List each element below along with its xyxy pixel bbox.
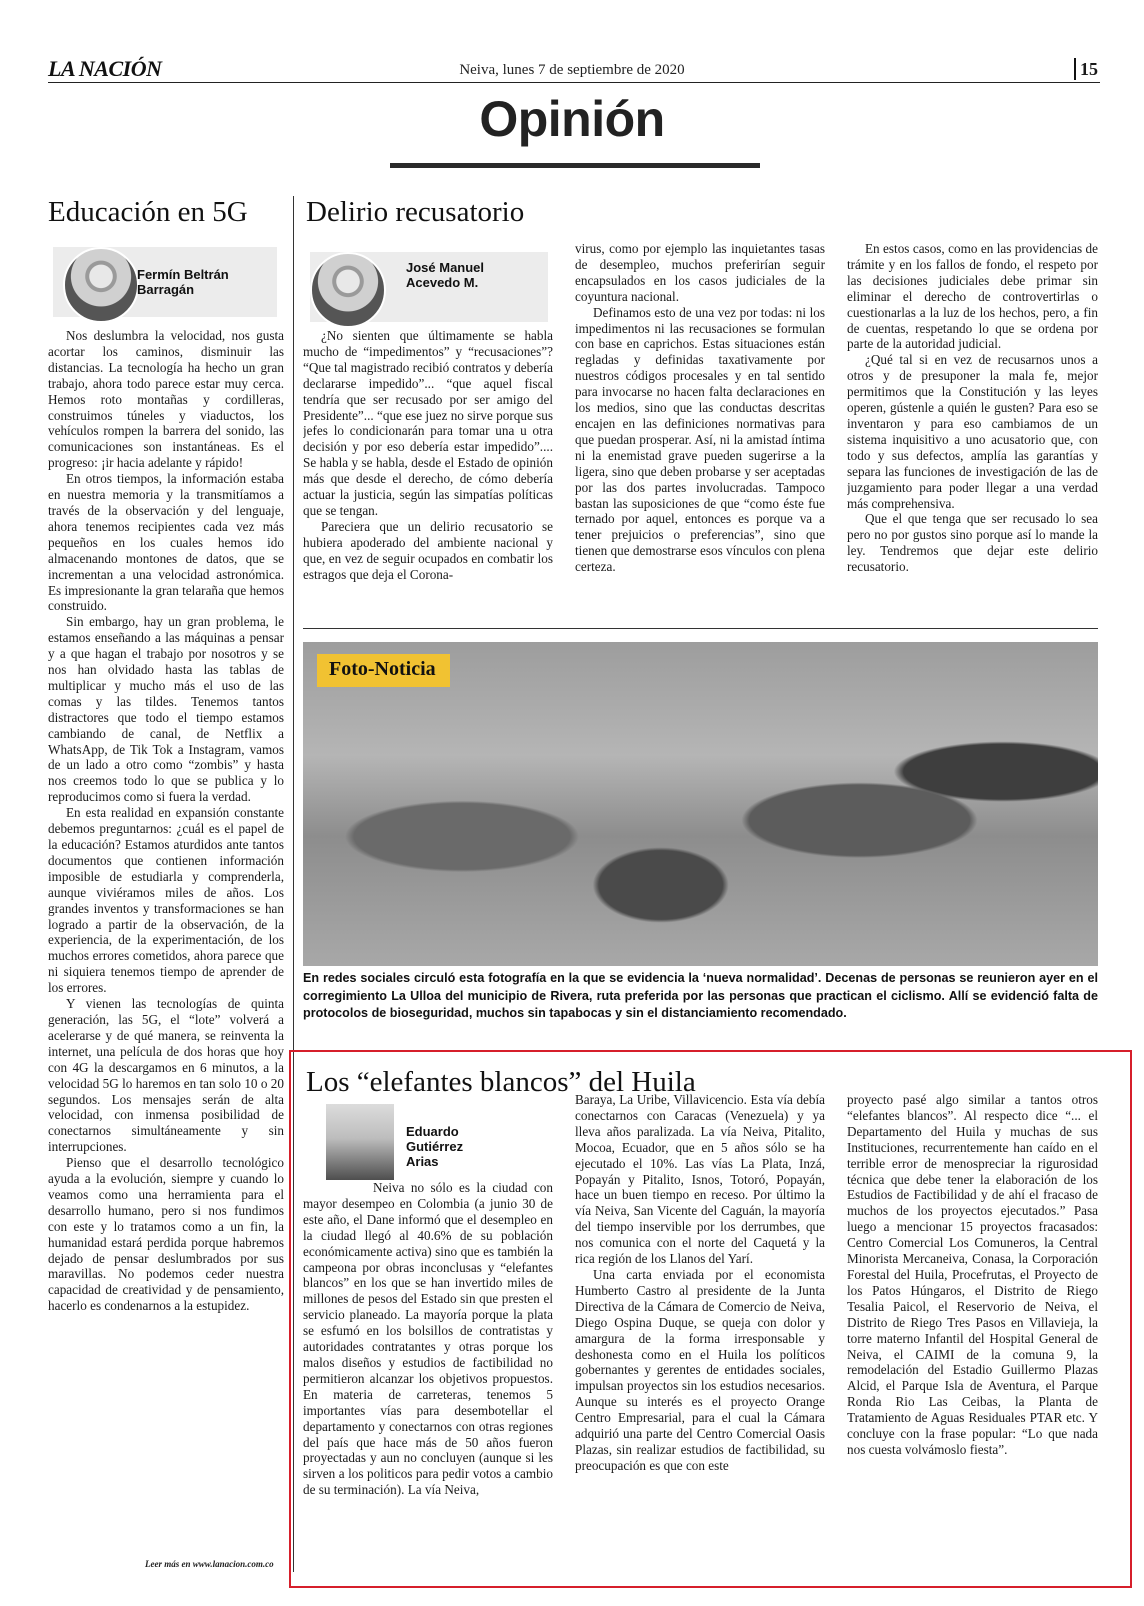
article2-column-2 <box>575 241 825 611</box>
masthead-rule <box>48 82 1100 83</box>
paragraph: En esta realidad en expansión constante debemos preguntarnos: ¿cuál es el papel de la educación? Estamos aturdidos ante tantos documentos que contienen información imposible de estudiarla y comprenderla, aunque viviéramos miles de años. Los grandes inventos y transformaciones se han logrado a partir de la observación, de la experiencia, de la experimentación, de los muchos errores cometidos, ahora parece que ni siquiera tenemos tiempo de aprender de los errores. <box>48 805 284 996</box>
article2-headline: Delirio recusatorio <box>306 196 525 228</box>
photo-caption: En redes sociales circuló esta fotografía en la que se evidencia la ‘nueva normalidad’. Decenas de personas se reunieron ayer en el corregimiento La Ulloa del municipio de Rivera, ruta preferida por las personas que practican el ciclismo. Allí se evidenció falta de protocolos de bioseguridad, muchos sin tapabocas y sin el distanciamiento recomendado. <box>303 971 1098 1020</box>
paragraph: En estos casos, como en las providencias de trámite y en los fallos de fondo, el respeto por las decisiones judiciales debe primar sin eliminar el derecho de controvertirlas o cuestionarlas a la luz de los hechos, pero, a fin de cuentas, respetando lo que se ordena por parte de la autoridad judicial. <box>847 241 1098 352</box>
read-more-link[interactable]: Leer más en www.lanacion.com.co <box>145 1559 274 1569</box>
paragraph: Pienso que el desarrollo tecnológico ayuda a la evolución, siempre y cuando lo veamos como una herramienta para el desarrollo humano, pero si nos fundimos con este y lo tratamos como a un fin, la humanidad estará perdida porque habremos dejado de pensar deslumbrados por sus maravillas. No podemos ceder nuestra capacidad de creatividad y de pensamiento, hacerlo es condenarnos a la estupidez. <box>48 1155 284 1314</box>
photo-news-badge: Foto-Noticia <box>317 654 450 687</box>
paragraph: Sin embargo, hay un gran problema, le estamos enseñando a las máquinas a pensar y a que hagan el trabajo por nosotros y se nos han olvidado hasta las tablas de multiplicar y mucho más el uso de las comas y las tildes. Tenemos tantos distractores que todo el tiempo estamos cambiando de canal, de Netflix a WhatsApp, de Tik Tok a Instagram, vamos de un lado a otro como “zombis” y hasta nos creemos todo lo que se publica y lo reproducimos como si fuera la verdad. <box>48 614 284 805</box>
article1-headline: Educación en 5G <box>48 196 248 228</box>
issue-date: Neiva, lunes 7 de septiembre de 2020 <box>459 62 685 78</box>
paragraph: Neiva no sólo es la ciudad con mayor desempeo en Colombia (a junio 30 de este año, el Dane informó que el desempleo en la ciudad llegó al 40.6% de su población económicamente activa) sino que es también la campeona por obras inconclusas y “elefantes blancos” en los que se han invertido miles de millones de pesos del Estado sin que presten el servicio planeado. La mayoría porque la plata se esfumó en los bolsillos de contratistas y autoridades contratantes y otras porque los malos diseños y estudios de factibilidad no permitieron alcanzar los objetivos propuestos. En materia de carreteras, tenemos 5 importantes vías para desembotellar el departamento y conectarnos con otras regiones del país que hace más de 50 años fueron proyectadas y aun no concluyen (aunque si les sirven a los politicos para pedir votos a cambio de su terminación). La vía Neiva, <box>303 1180 553 1498</box>
paragraph: Nos deslumbra la velocidad, nos gusta acortar los caminos, disminuir las distancias. La tecnología ha hecho un gran trabajo, ahora todo parece estar muy cerca. Hemos roto montañas y cordilleras, construimos túneles y viaductos, los vehículos rompen la barrera del sonido, las comunicaciones son instantáneas. Es el progreso: ¡ir hacia adelante y rápido! <box>48 328 284 471</box>
article1-author-box <box>53 247 277 317</box>
article1-body <box>48 328 284 1556</box>
article3-headline: Los “elefantes blancos” del Huila <box>306 1066 696 1098</box>
paragraph: Pareciera que un delirio recusatorio se hubiera apoderado del ambiente nacional y que, en vez de seguir ocupados en combatir los estragos que deja el Corona- <box>303 518 553 582</box>
paragraph: proyecto pasé algo similar a tantos otros “elefantes blancos”. Al respecto dice “... el Departamento del Huila y muchas de sus Instituciones, recurrentemente han caído en el terrible error de menospreciar la rigurosidad técnica que debe tener la elaboración de los Estudios de Factibilidad y de ahí el fracaso de muchos de los proyectos ejecutados.” Pasa luego a mencionar 15 proyectos fracasados: Centro Comercial Los Comuneros, la Central Minorista Mercaneiva, Conasa, la Corporación Forestal del Huila, Procefrutas, el Proyecto de los Patos Húngaros, el Distrito de Riego Tesalia Paicol, el Reservorio de Neiva, el Distrito de Riego Tres Pasos en Villavieja, la torre materno Infantil del Hospital General de Neiva, el CAIMI de la comuna 9, la remodelación del Estadio Guillermo Plazas Alcid, el Parque Isla de Aventura, el Parque Ronda Rio Las Ceibas, la Planta de Tratamiento de Aguas Residuales PTAR etc. Y concluye con la frase popular: “Lo que nada nos cuesta volvámoslo fiesta”. <box>847 1092 1098 1457</box>
article3-author: Eduardo Gutiérrez Arias <box>406 1124 464 1169</box>
paragraph: Baraya, La Uribe, Villavicencio. Esta vía debía conectarnos con Caracas (Venezuela) y ya lleva años paralizada. La vía Neiva, Pitalito, Mocoa, Ecuador, que en 5 años sólo se ha ejecutado el 10%. Las vías La Plata, Inzá, Popayán y Pitalito, Isnos, Totoró, Popayán, hace un buen tiempo en receso. Por último la vía Neiva, San Vicente del Caguán, la mayoría del tiempo inservible por los derrumbes, que nos comunica con el norte del Caquetá y la rica región de los Llanos del Yarí. <box>575 1092 825 1267</box>
paragraph: En otros tiempos, la información estaba en nuestra memoria y la transmitíamos a través de la observación y del lenguaje, ahora tenemos recipientes cada vez más pequeños en los cuales hemos ido almacenando montones de datos, que se incrementan a una velocidad astronómica. Es impresionante la gran telaraña que hemos construido. <box>48 471 284 614</box>
article3-column-1 <box>303 1180 553 1553</box>
author-photo-icon <box>310 252 386 328</box>
article-separator <box>303 628 1098 629</box>
article3-column-2 <box>575 1092 825 1553</box>
section-underline <box>390 163 760 168</box>
paragraph: Que el que tenga que ser recusado lo sea pero no por gustos sino porque así lo mande la ley. Tendremos que dejar este delirio recusatorio. <box>847 511 1098 575</box>
section-title: Opinión <box>479 91 665 147</box>
article2-author-box <box>310 252 548 322</box>
paragraph: ¿Qué tal si en vez de recusarnos unos a otros y de presuponer la mala fe, mejor permitimos que la Constitución y las leyes operen, gústenle a quién le gusten? Para eso se inventaron y para eso cambiamos de un sistema inquisitivo a uno acusatorio que, con todo y sus defectos, amplía las garantías y separa las funciones de investigación de las de juzgamiento para poder llegar a una verdad más comprehensiva. <box>847 352 1098 511</box>
paragraph: Una carta enviada por el economista Humberto Castro al presidente de la Junta Directiva de la Cámara de Comercio de Neiva, Diego Ospina Duque, se queja con dolor y amargura de la forma irresponsable y deshonesta como en el Huila los políticos gobernantes y gerentes de entidades sociales, impulsan proyectos sin los estudios necesarios. Aunque su interés es el proyecto Orange Centro Empresarial, para el cual la Cámara adquirió una parte del Centro Comercial Oasis Plazas, sin realizar estudios de factibilidad, su preocupación es que con este <box>575 1266 825 1473</box>
article1-author: Fermín Beltrán Barragán <box>137 267 229 297</box>
author-photo-icon <box>324 1102 396 1182</box>
article3-author-box <box>312 1102 554 1176</box>
paragraph: virus, como por ejemplo las inquietantes tasas de desempleo, muchos preferirían seguir encapsulados en los casos judiciales de la coyuntura nacional. <box>575 241 825 304</box>
paragraph: Definamos esto de una vez por todas: ni los impedimentos ni las recusaciones se formulan con base en caprichos. Estas situaciones están regladas y definidas taxativamente por nuestros códigos procesales y en tal sentido para invocarse no hacen falta declaraciones en los medios, sino que las conductas descritas encajen en las definiciones normativas para que puedan prosperar. Así, ni la amistad íntima ni la enemistad grave pueden sugerirse a la ligera, sino que deben probarse y ser aceptadas por las dos partes involucradas. Tampoco bastan las suposiciones de que “como éste fue ternado por aquel, entonces es porque va a tener prejuicios o preferencias”, sino que tienen que demostrarse esos vínculos con plena certeza. <box>575 304 825 575</box>
article2-column-3 <box>847 241 1098 611</box>
paragraph: ¿No sienten que últimamente se habla mucho de “impedimentos” y “recusaciones”? “Que tal magistrado recibió contratos y debería declararse impedido”... “que aquel fiscal tendría que ser recusado por ser amigo del Presidente”... “que ese juez no sirve porque sus jefes lo condicionarán para tomar una u otra decisión y por eso debería estar impedido”.... Se habla y se habla, desde el Estado de opinión más que desde el derecho, de cómo debería actuar la justicia, según las simpatías políticas que se tengan. <box>303 328 553 518</box>
article2-author: José Manuel Acevedo M. <box>406 260 485 290</box>
article3-column-3 <box>847 1092 1098 1553</box>
author-photo-icon <box>63 247 139 323</box>
article2-column-1 <box>303 328 553 610</box>
page-number: 15 <box>1074 58 1098 80</box>
cyclists-photo <box>303 642 1098 966</box>
paragraph: Y vienen las tecnologías de quinta generación, las 5G, el “lote” volverá a acelerarse y de qué manera, se reinventa la internet, una película de dos horas que hoy con 4G la descargamos en 6 minutos, a la velocidad 5G lo haremos en tan solo 10 o 20 segundos. Los mensajes serán de alta velocidad, con inmensa posibilidad de conectarnos simultáneamente y sin interrupciones. <box>48 996 284 1155</box>
newspaper-logo: LA NACIÓN <box>48 56 162 81</box>
